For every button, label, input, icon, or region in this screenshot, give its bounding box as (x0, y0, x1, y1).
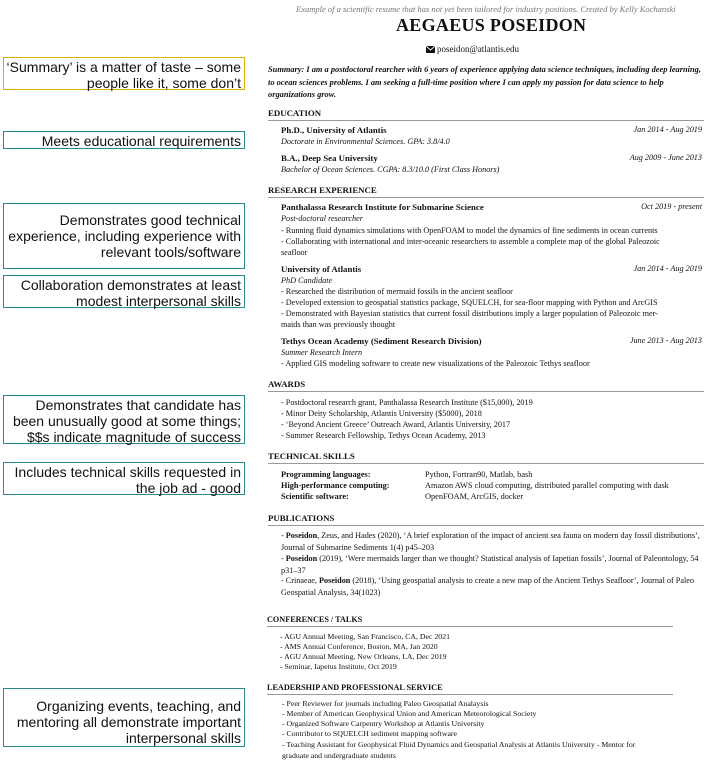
section-heading-conferences: CONFERENCES / TALKS (267, 615, 673, 627)
conference-item: - Seminar, Iapetus Institute, Oct 2019 (280, 662, 397, 671)
edu-detail-ba: Bachelor of Ocean Sciences. CGPA: 8.3/10.0 (First Class Honors) (281, 165, 500, 174)
annotation-summary: ‘Summary’ is a matter of taste – some people like it, some don’t (3, 57, 245, 90)
annotation-leadership: Organizing events, teaching, and mentoring all demonstrate important interpersonal skills (3, 688, 245, 747)
section-heading-skills: TECHNICAL SKILLS (268, 451, 704, 464)
conference-item: - AGU Annual Meeting, San Francisco, CA, Dec 2021 (280, 632, 450, 641)
research-title-panthalassa: Panthalassa Research Institute for Submarine Science (281, 202, 484, 212)
section-heading-research: RESEARCH EXPERIENCE (268, 185, 704, 198)
award-item: - Postdoctoral research grant, Panthalassa Research Institute ($15,000), 2019 (281, 398, 533, 407)
research-bullet: - Collaborating with international and inter-oceanic researchers to assemble a complete map of the global Paleozoic (281, 237, 660, 246)
resume-name: AEGAEUS POSEIDON (396, 15, 587, 35)
research-bullet: - Researched the distribution of mermaid fossils in the ancient seafloor (281, 287, 513, 296)
research-title-tethys: Tethys Ocean Academy (Sediment Research Division) (281, 336, 482, 346)
research-role-tethys: Summer Research Intern (281, 348, 363, 357)
section-heading-publications: PUBLICATIONS (268, 513, 704, 526)
section-heading-awards: AWARDS (268, 379, 704, 392)
research-dates-panthalassa: Oct 2019 - present (641, 202, 702, 211)
skill-value: Python, Fortran90, Matlab, bash (425, 470, 533, 479)
skill-label: High-performance computing: (281, 481, 390, 490)
skill-value: Amazon AWS cloud computing, distributed parallel computing with dask (425, 481, 669, 490)
leadership-item: - Contributor to SQUELCH sediment mapping software (282, 729, 457, 738)
research-bullet: seafloor (281, 248, 308, 257)
annotation-skills: Includes technical skills requested in the job ad - good (3, 462, 245, 495)
skill-label: Scientific software: (281, 492, 349, 501)
email-line (426, 44, 519, 54)
research-bullet: maids than was previously thought (281, 320, 396, 329)
skill-value: OpenFOAM, ArcGIS, docker (425, 492, 524, 501)
edu-title-phd: Ph.D., University of Atlantis (281, 125, 387, 135)
edu-dates-phd: Jan 2014 - Aug 2019 (633, 125, 702, 134)
research-bullet: - Demonstrated with Bayesian statistics that current fossil distributions imply a larger population of Paleozoic mer- (281, 309, 658, 318)
document-top-note: Example of a scientific resume that has not yet been tailored for industry positions. Created by Kelly Kochanski (296, 4, 676, 14)
research-title-atlantis: University of Atlantis (281, 264, 362, 274)
leadership-item: graduate and undergraduate students (282, 751, 396, 760)
research-dates-atlantis: Jan 2014 - Aug 2019 (633, 264, 702, 273)
research-bullet: - Running fluid dynamics simulations with OpenFOAM to model the dynamics of fine sediments in ocean currents (281, 226, 658, 235)
skill-label: Programming languages: (281, 470, 371, 479)
conference-item: - AMS Annual Conference, Boston, MA, Jan 2020 (280, 642, 438, 651)
award-item: - Minor Deity Scholarship, Atlantis University ($5000), 2018 (281, 409, 482, 418)
research-dates-tethys: June 2013 - Aug 2013 (629, 336, 702, 345)
award-item: - Summer Research Fellowship, Tethys Ocean Academy, 2013 (281, 431, 486, 440)
section-heading-education: EDUCATION (268, 108, 704, 121)
publication-item: - Poseidon, Zeus, and Hades (2020), ‘A brief exploration of the impact of ancient sea fauna on modern day fossil distributions’, Journal of Submarine Sediments 1(4) p45–203 (281, 531, 700, 552)
section-heading-leadership: LEADERSHIP AND PROFESSIONAL SERVICE (267, 683, 673, 695)
leadership-item: - Peer Reviewer for journals including Paleo Geospatial Analaysis (282, 699, 489, 708)
annotation-awards: Demonstrates that candidate has been unusually good at some things; $$s indicate magnitude of success (3, 395, 245, 444)
publication-item: - Crinaeae, Poseidon (2018), ‘Using geospatial analysis to create a new map of the Ancient Tethys Seafloor’, Journal of Paleo Geospatial Analysis, 34(1023) (281, 576, 694, 597)
edu-title-ba: B.A., Deep Sea University (281, 153, 378, 163)
publication-item: - Poseidon (2019), ‘Were mermaids larger than we thought? Statistical analysis of Iapetian fossils’, Journal of Paleontology, 54 p31–37 (281, 554, 699, 575)
annotation-collaboration: Collaboration demonstrates at least modest interpersonal skills (3, 275, 245, 308)
leadership-item: - Organized Software Carpentry Workshop at Atlantis University (282, 719, 485, 728)
annotation-education: Meets educational requirements (3, 131, 245, 149)
email-address[interactable]: poseidon@atlantis.edu (437, 44, 520, 54)
conference-item: - AGU Annual Meeting, New Orleans, LA, Dec 2019 (280, 652, 447, 661)
edu-dates-ba: Aug 2009 - June 2013 (629, 153, 702, 162)
research-bullet: - Applied GIS modeling software to create new visualizations of the Paleozoic Tethys seafloor (281, 359, 590, 368)
edu-detail-phd: Doctorate in Environmental Sciences. GPA: 3.8/4.0 (281, 137, 450, 146)
research-role-panthalassa: Post-doctoral researcher (281, 214, 363, 223)
leadership-item: - Member of American Geophysical Union and American Meteorological Society (282, 709, 537, 718)
research-bullet: - Developed extension to geospatial statistics package, SQUELCH, for sea-floor mapping with Python and ArcGIS (281, 298, 658, 307)
leadership-item: - Teaching Assistant for Geophysical Fluid Dynamics and Geospatial Analysis at Atlantis University - Mentor for (282, 740, 636, 749)
award-item: - ‘Beyond Ancient Greece’ Outreach Award, Atlantis University, 2017 (281, 420, 511, 429)
annotation-technical-experience: Demonstrates good technical experience, including experience with relevant tools/software (3, 203, 245, 269)
envelope-icon (426, 46, 435, 53)
research-role-atlantis: PhD Candidate (281, 276, 333, 285)
summary-paragraph: Summary: I am a postdoctoral rearcher with 6 years of experience applying data science techniques, including deep learning, to ocean sciences problems. I am seeking a full-time position where I can apply my passion for data science to help organizations grow. (268, 65, 701, 99)
